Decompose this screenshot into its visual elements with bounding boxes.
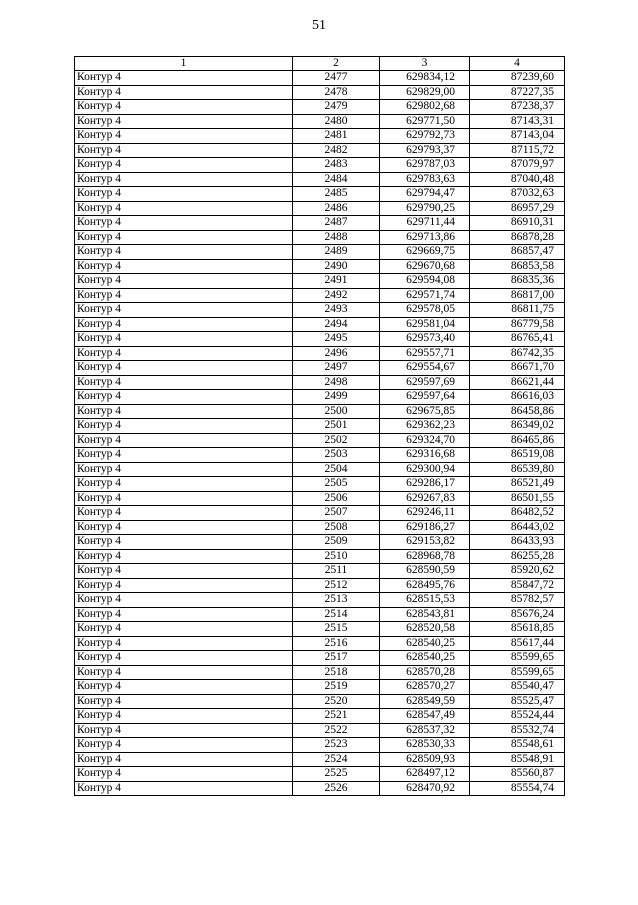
x-coordinate-cell: 629675,85 xyxy=(380,404,470,419)
point-number-cell: 2514 xyxy=(293,607,380,622)
table-row xyxy=(75,201,565,216)
x-coordinate-cell: 629790,25 xyxy=(380,201,470,216)
table-row xyxy=(75,259,565,274)
x-coordinate-cell: 629186,27 xyxy=(380,520,470,535)
header-col-1: 1 xyxy=(75,57,293,71)
x-coordinate-cell: 628509,93 xyxy=(380,752,470,767)
x-coordinate-cell: 628590,59 xyxy=(380,564,470,579)
contour-name-cell: Контур 4 xyxy=(75,448,293,463)
table-row xyxy=(75,636,565,651)
contour-name-cell: Контур 4 xyxy=(75,636,293,651)
x-coordinate-cell: 629316,68 xyxy=(380,448,470,463)
x-coordinate-cell: 629597,69 xyxy=(380,375,470,390)
table-row xyxy=(75,578,565,593)
point-number-cell: 2509 xyxy=(293,535,380,550)
table-row xyxy=(75,607,565,622)
y-coordinate-cell: 86878,28 xyxy=(470,230,565,245)
y-coordinate-cell: 85525,47 xyxy=(470,694,565,709)
contour-name-cell: Контур 4 xyxy=(75,346,293,361)
table-row xyxy=(75,491,565,506)
x-coordinate-cell: 628495,76 xyxy=(380,578,470,593)
y-coordinate-cell: 86521,49 xyxy=(470,477,565,492)
point-number-cell: 2516 xyxy=(293,636,380,651)
x-coordinate-cell: 629362,23 xyxy=(380,419,470,434)
x-coordinate-cell: 628968,78 xyxy=(380,549,470,564)
contour-name-cell: Контур 4 xyxy=(75,781,293,796)
y-coordinate-cell: 85599,65 xyxy=(470,665,565,680)
table-row xyxy=(75,781,565,796)
x-coordinate-cell: 628570,27 xyxy=(380,680,470,695)
table-row xyxy=(75,680,565,695)
table-body xyxy=(75,71,565,796)
contour-name-cell: Контур 4 xyxy=(75,317,293,332)
contour-name-cell: Контур 4 xyxy=(75,622,293,637)
y-coordinate-cell: 85847,72 xyxy=(470,578,565,593)
point-number-cell: 2494 xyxy=(293,317,380,332)
x-coordinate-cell: 629834,12 xyxy=(380,71,470,86)
table-row xyxy=(75,332,565,347)
y-coordinate-cell: 86539,80 xyxy=(470,462,565,477)
contour-name-cell: Контур 4 xyxy=(75,578,293,593)
table-row xyxy=(75,549,565,564)
contour-name-cell: Контур 4 xyxy=(75,767,293,782)
point-number-cell: 2491 xyxy=(293,274,380,289)
contour-name-cell: Контур 4 xyxy=(75,288,293,303)
table-row xyxy=(75,114,565,129)
y-coordinate-cell: 85599,65 xyxy=(470,651,565,666)
table-row xyxy=(75,216,565,231)
table-row xyxy=(75,187,565,202)
x-coordinate-cell: 629573,40 xyxy=(380,332,470,347)
table-row xyxy=(75,288,565,303)
point-number-cell: 2485 xyxy=(293,187,380,202)
table-row xyxy=(75,158,565,173)
point-number-cell: 2512 xyxy=(293,578,380,593)
point-number-cell: 2517 xyxy=(293,651,380,666)
y-coordinate-cell: 86443,02 xyxy=(470,520,565,535)
x-coordinate-cell: 629783,63 xyxy=(380,172,470,187)
contour-name-cell: Контур 4 xyxy=(75,607,293,622)
contour-name-cell: Контур 4 xyxy=(75,361,293,376)
table-row xyxy=(75,709,565,724)
contour-name-cell: Контур 4 xyxy=(75,694,293,709)
point-number-cell: 2489 xyxy=(293,245,380,260)
x-coordinate-cell: 629557,71 xyxy=(380,346,470,361)
table-row xyxy=(75,535,565,550)
table-row xyxy=(75,665,565,680)
x-coordinate-cell: 628515,53 xyxy=(380,593,470,608)
contour-name-cell: Контур 4 xyxy=(75,738,293,753)
point-number-cell: 2521 xyxy=(293,709,380,724)
x-coordinate-cell: 628537,32 xyxy=(380,723,470,738)
y-coordinate-cell: 86621,44 xyxy=(470,375,565,390)
x-coordinate-cell: 629286,17 xyxy=(380,477,470,492)
point-number-cell: 2500 xyxy=(293,404,380,419)
table-row xyxy=(75,100,565,115)
point-number-cell: 2495 xyxy=(293,332,380,347)
y-coordinate-cell: 86616,03 xyxy=(470,390,565,405)
header-col-3: 3 xyxy=(380,57,470,71)
y-coordinate-cell: 85676,24 xyxy=(470,607,565,622)
contour-name-cell: Контур 4 xyxy=(75,477,293,492)
x-coordinate-cell: 629670,68 xyxy=(380,259,470,274)
y-coordinate-cell: 86255,28 xyxy=(470,549,565,564)
contour-name-cell: Контур 4 xyxy=(75,419,293,434)
y-coordinate-cell: 87239,60 xyxy=(470,71,565,86)
contour-name-cell: Контур 4 xyxy=(75,593,293,608)
x-coordinate-cell: 629581,04 xyxy=(380,317,470,332)
x-coordinate-cell: 629554,67 xyxy=(380,361,470,376)
y-coordinate-cell: 85554,74 xyxy=(470,781,565,796)
table-row xyxy=(75,390,565,405)
contour-name-cell: Контур 4 xyxy=(75,71,293,86)
x-coordinate-cell: 628470,92 xyxy=(380,781,470,796)
point-number-cell: 2498 xyxy=(293,375,380,390)
point-number-cell: 2515 xyxy=(293,622,380,637)
table-row xyxy=(75,274,565,289)
table-header-row xyxy=(75,57,565,71)
point-number-cell: 2492 xyxy=(293,288,380,303)
y-coordinate-cell: 87143,04 xyxy=(470,129,565,144)
point-number-cell: 2503 xyxy=(293,448,380,463)
point-number-cell: 2524 xyxy=(293,752,380,767)
x-coordinate-cell: 628497,12 xyxy=(380,767,470,782)
y-coordinate-cell: 87040,48 xyxy=(470,172,565,187)
y-coordinate-cell: 86349,02 xyxy=(470,419,565,434)
y-coordinate-cell: 85617,44 xyxy=(470,636,565,651)
point-number-cell: 2497 xyxy=(293,361,380,376)
table-row xyxy=(75,738,565,753)
y-coordinate-cell: 86817,00 xyxy=(470,288,565,303)
point-number-cell: 2505 xyxy=(293,477,380,492)
table-row xyxy=(75,375,565,390)
table-row xyxy=(75,651,565,666)
y-coordinate-cell: 87227,35 xyxy=(470,85,565,100)
y-coordinate-cell: 85782,57 xyxy=(470,593,565,608)
y-coordinate-cell: 85560,87 xyxy=(470,767,565,782)
table-row xyxy=(75,433,565,448)
contour-name-cell: Контур 4 xyxy=(75,100,293,115)
point-number-cell: 2486 xyxy=(293,201,380,216)
x-coordinate-cell: 629792,73 xyxy=(380,129,470,144)
x-coordinate-cell: 629711,44 xyxy=(380,216,470,231)
y-coordinate-cell: 85524,44 xyxy=(470,709,565,724)
table-row xyxy=(75,622,565,637)
x-coordinate-cell: 628530,33 xyxy=(380,738,470,753)
table-row xyxy=(75,564,565,579)
table-row xyxy=(75,230,565,245)
x-coordinate-cell: 629771,50 xyxy=(380,114,470,129)
x-coordinate-cell: 629594,08 xyxy=(380,274,470,289)
y-coordinate-cell: 86433,93 xyxy=(470,535,565,550)
x-coordinate-cell: 629324,70 xyxy=(380,433,470,448)
y-coordinate-cell: 86811,75 xyxy=(470,303,565,318)
point-number-cell: 2518 xyxy=(293,665,380,680)
y-coordinate-cell: 86742,35 xyxy=(470,346,565,361)
table-row xyxy=(75,752,565,767)
point-number-cell: 2511 xyxy=(293,564,380,579)
contour-name-cell: Контур 4 xyxy=(75,564,293,579)
contour-name-cell: Контур 4 xyxy=(75,390,293,405)
table-row xyxy=(75,361,565,376)
table-row xyxy=(75,143,565,158)
y-coordinate-cell: 85920,62 xyxy=(470,564,565,579)
table-row xyxy=(75,723,565,738)
y-coordinate-cell: 86853,58 xyxy=(470,259,565,274)
contour-name-cell: Контур 4 xyxy=(75,462,293,477)
contour-name-cell: Контур 4 xyxy=(75,201,293,216)
point-number-cell: 2482 xyxy=(293,143,380,158)
table-row xyxy=(75,346,565,361)
point-number-cell: 2510 xyxy=(293,549,380,564)
contour-name-cell: Контур 4 xyxy=(75,172,293,187)
y-coordinate-cell: 86910,31 xyxy=(470,216,565,231)
y-coordinate-cell: 86501,55 xyxy=(470,491,565,506)
coordinates-table xyxy=(74,56,565,796)
header-col-2: 2 xyxy=(293,57,380,71)
y-coordinate-cell: 85540,47 xyxy=(470,680,565,695)
y-coordinate-cell: 86458,86 xyxy=(470,404,565,419)
x-coordinate-cell: 629300,94 xyxy=(380,462,470,477)
table-row xyxy=(75,520,565,535)
y-coordinate-cell: 86857,47 xyxy=(470,245,565,260)
contour-name-cell: Контур 4 xyxy=(75,535,293,550)
y-coordinate-cell: 87079,97 xyxy=(470,158,565,173)
contour-name-cell: Контур 4 xyxy=(75,114,293,129)
contour-name-cell: Контур 4 xyxy=(75,259,293,274)
contour-name-cell: Контур 4 xyxy=(75,506,293,521)
contour-name-cell: Контур 4 xyxy=(75,491,293,506)
x-coordinate-cell: 628543,81 xyxy=(380,607,470,622)
x-coordinate-cell: 628570,28 xyxy=(380,665,470,680)
x-coordinate-cell: 629153,82 xyxy=(380,535,470,550)
y-coordinate-cell: 86765,41 xyxy=(470,332,565,347)
x-coordinate-cell: 629829,00 xyxy=(380,85,470,100)
point-number-cell: 2526 xyxy=(293,781,380,796)
table-row xyxy=(75,448,565,463)
x-coordinate-cell: 628520,58 xyxy=(380,622,470,637)
x-coordinate-cell: 629802,68 xyxy=(380,100,470,115)
point-number-cell: 2479 xyxy=(293,100,380,115)
y-coordinate-cell: 86482,52 xyxy=(470,506,565,521)
table-row xyxy=(75,71,565,86)
contour-name-cell: Контур 4 xyxy=(75,230,293,245)
x-coordinate-cell: 629578,05 xyxy=(380,303,470,318)
point-number-cell: 2508 xyxy=(293,520,380,535)
y-coordinate-cell: 86465,86 xyxy=(470,433,565,448)
point-number-cell: 2477 xyxy=(293,71,380,86)
contour-name-cell: Контур 4 xyxy=(75,274,293,289)
x-coordinate-cell: 628549,59 xyxy=(380,694,470,709)
table-row xyxy=(75,303,565,318)
x-coordinate-cell: 629794,47 xyxy=(380,187,470,202)
contour-name-cell: Контур 4 xyxy=(75,709,293,724)
contour-name-cell: Контур 4 xyxy=(75,404,293,419)
x-coordinate-cell: 629713,86 xyxy=(380,230,470,245)
x-coordinate-cell: 628547,49 xyxy=(380,709,470,724)
contour-name-cell: Контур 4 xyxy=(75,303,293,318)
table-row xyxy=(75,129,565,144)
contour-name-cell: Контур 4 xyxy=(75,665,293,680)
point-number-cell: 2481 xyxy=(293,129,380,144)
table-row xyxy=(75,462,565,477)
table-row xyxy=(75,593,565,608)
contour-name-cell: Контур 4 xyxy=(75,143,293,158)
x-coordinate-cell: 629669,75 xyxy=(380,245,470,260)
y-coordinate-cell: 85618,85 xyxy=(470,622,565,637)
table-row xyxy=(75,245,565,260)
contour-name-cell: Контур 4 xyxy=(75,723,293,738)
point-number-cell: 2523 xyxy=(293,738,380,753)
point-number-cell: 2525 xyxy=(293,767,380,782)
y-coordinate-cell: 86779,58 xyxy=(470,317,565,332)
point-number-cell: 2506 xyxy=(293,491,380,506)
contour-name-cell: Контур 4 xyxy=(75,520,293,535)
point-number-cell: 2501 xyxy=(293,419,380,434)
point-number-cell: 2483 xyxy=(293,158,380,173)
y-coordinate-cell: 87238,37 xyxy=(470,100,565,115)
table-row xyxy=(75,404,565,419)
contour-name-cell: Контур 4 xyxy=(75,332,293,347)
contour-name-cell: Контур 4 xyxy=(75,245,293,260)
contour-name-cell: Контур 4 xyxy=(75,85,293,100)
point-number-cell: 2504 xyxy=(293,462,380,477)
y-coordinate-cell: 87032,63 xyxy=(470,187,565,202)
y-coordinate-cell: 86671,70 xyxy=(470,361,565,376)
contour-name-cell: Контур 4 xyxy=(75,158,293,173)
y-coordinate-cell: 85532,74 xyxy=(470,723,565,738)
y-coordinate-cell: 86835,36 xyxy=(470,274,565,289)
x-coordinate-cell: 629793,37 xyxy=(380,143,470,158)
y-coordinate-cell: 85548,61 xyxy=(470,738,565,753)
x-coordinate-cell: 629571,74 xyxy=(380,288,470,303)
y-coordinate-cell: 86957,29 xyxy=(470,201,565,216)
x-coordinate-cell: 628540,25 xyxy=(380,651,470,666)
point-number-cell: 2519 xyxy=(293,680,380,695)
point-number-cell: 2480 xyxy=(293,114,380,129)
table-row xyxy=(75,317,565,332)
point-number-cell: 2490 xyxy=(293,259,380,274)
contour-name-cell: Контур 4 xyxy=(75,549,293,564)
table-row xyxy=(75,767,565,782)
y-coordinate-cell: 87143,31 xyxy=(470,114,565,129)
point-number-cell: 2513 xyxy=(293,593,380,608)
x-coordinate-cell: 628540,25 xyxy=(380,636,470,651)
contour-name-cell: Контур 4 xyxy=(75,680,293,695)
y-coordinate-cell: 85548,91 xyxy=(470,752,565,767)
point-number-cell: 2496 xyxy=(293,346,380,361)
contour-name-cell: Контур 4 xyxy=(75,433,293,448)
table-row xyxy=(75,85,565,100)
point-number-cell: 2522 xyxy=(293,723,380,738)
table-row xyxy=(75,506,565,521)
x-coordinate-cell: 629267,83 xyxy=(380,491,470,506)
table-row xyxy=(75,419,565,434)
x-coordinate-cell: 629246,11 xyxy=(380,506,470,521)
page-number: 51 xyxy=(312,18,326,33)
contour-name-cell: Контур 4 xyxy=(75,651,293,666)
table-row xyxy=(75,694,565,709)
point-number-cell: 2502 xyxy=(293,433,380,448)
y-coordinate-cell: 86519,08 xyxy=(470,448,565,463)
x-coordinate-cell: 629597,64 xyxy=(380,390,470,405)
x-coordinate-cell: 629787,03 xyxy=(380,158,470,173)
contour-name-cell: Контур 4 xyxy=(75,216,293,231)
table-row xyxy=(75,477,565,492)
y-coordinate-cell: 87115,72 xyxy=(470,143,565,158)
point-number-cell: 2507 xyxy=(293,506,380,521)
contour-name-cell: Контур 4 xyxy=(75,752,293,767)
point-number-cell: 2488 xyxy=(293,230,380,245)
point-number-cell: 2484 xyxy=(293,172,380,187)
contour-name-cell: Контур 4 xyxy=(75,375,293,390)
table-row xyxy=(75,172,565,187)
header-col-4: 4 xyxy=(470,57,565,71)
point-number-cell: 2478 xyxy=(293,85,380,100)
contour-name-cell: Контур 4 xyxy=(75,187,293,202)
point-number-cell: 2520 xyxy=(293,694,380,709)
point-number-cell: 2499 xyxy=(293,390,380,405)
contour-name-cell: Контур 4 xyxy=(75,129,293,144)
point-number-cell: 2493 xyxy=(293,303,380,318)
point-number-cell: 2487 xyxy=(293,216,380,231)
